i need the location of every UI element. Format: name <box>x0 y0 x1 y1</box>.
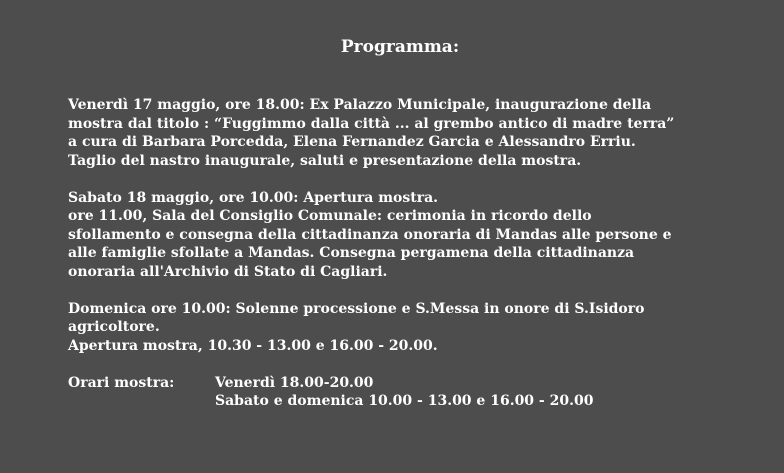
saturday-line: ore 11.00, Sala del Consiglio Comunale: cerimonia in ricordo dello <box>68 208 592 224</box>
sunday-line: agricoltore. <box>68 319 160 335</box>
exhibition-hours-value: Sabato e domenica 10.00 - 13.00 e 16.00 - 20.00 <box>215 393 594 409</box>
saturday-line: alle famiglie sfollate a Mandas. Consegna pergamena della cittadinanza <box>68 245 635 261</box>
sunday-line: Apertura mostra, 10.30 - 13.00 e 16.00 - 20.00. <box>68 337 438 354</box>
friday-section <box>68 96 768 170</box>
program-content <box>68 96 768 411</box>
saturday-line: sfollamento e consegna della cittadinanza onoraria di Mandas alle persone e <box>68 226 672 243</box>
saturday-section <box>68 189 768 282</box>
saturday-line: Sabato 18 maggio, ore 10.00: Apertura mostra. <box>68 189 439 206</box>
friday-line: a cura di Barbara Porcedda, Elena Fernandez Garcia e Alessandro Erriu. <box>68 134 636 150</box>
page-title: Programma: <box>340 37 460 57</box>
saturday-line: onoraria all'Archivio di Stato di Cagliari. <box>68 263 388 280</box>
sunday-line: Domenica ore 10.00: Solenne processione e S.Messa in onore di S.Isidoro <box>68 300 645 317</box>
sunday-section <box>68 300 768 356</box>
friday-line: mostra dal titolo : “Fuggimmo dalla città ... al grembo antico di madre terra” <box>68 115 675 132</box>
exhibition-hours <box>68 374 768 411</box>
friday-line: Venerdì 17 maggio, ore 18.00: Ex Palazzo Municipale, inaugurazione della <box>68 97 652 113</box>
exhibition-hours-value: Venerdì 18.00-20.00 <box>215 374 374 391</box>
friday-line: Taglio del nastro inaugurale, saluti e presentazione della mostra. <box>68 152 582 169</box>
exhibition-hours-label: Orari mostra: <box>68 374 175 391</box>
exhibition-hours-values <box>215 374 593 411</box>
